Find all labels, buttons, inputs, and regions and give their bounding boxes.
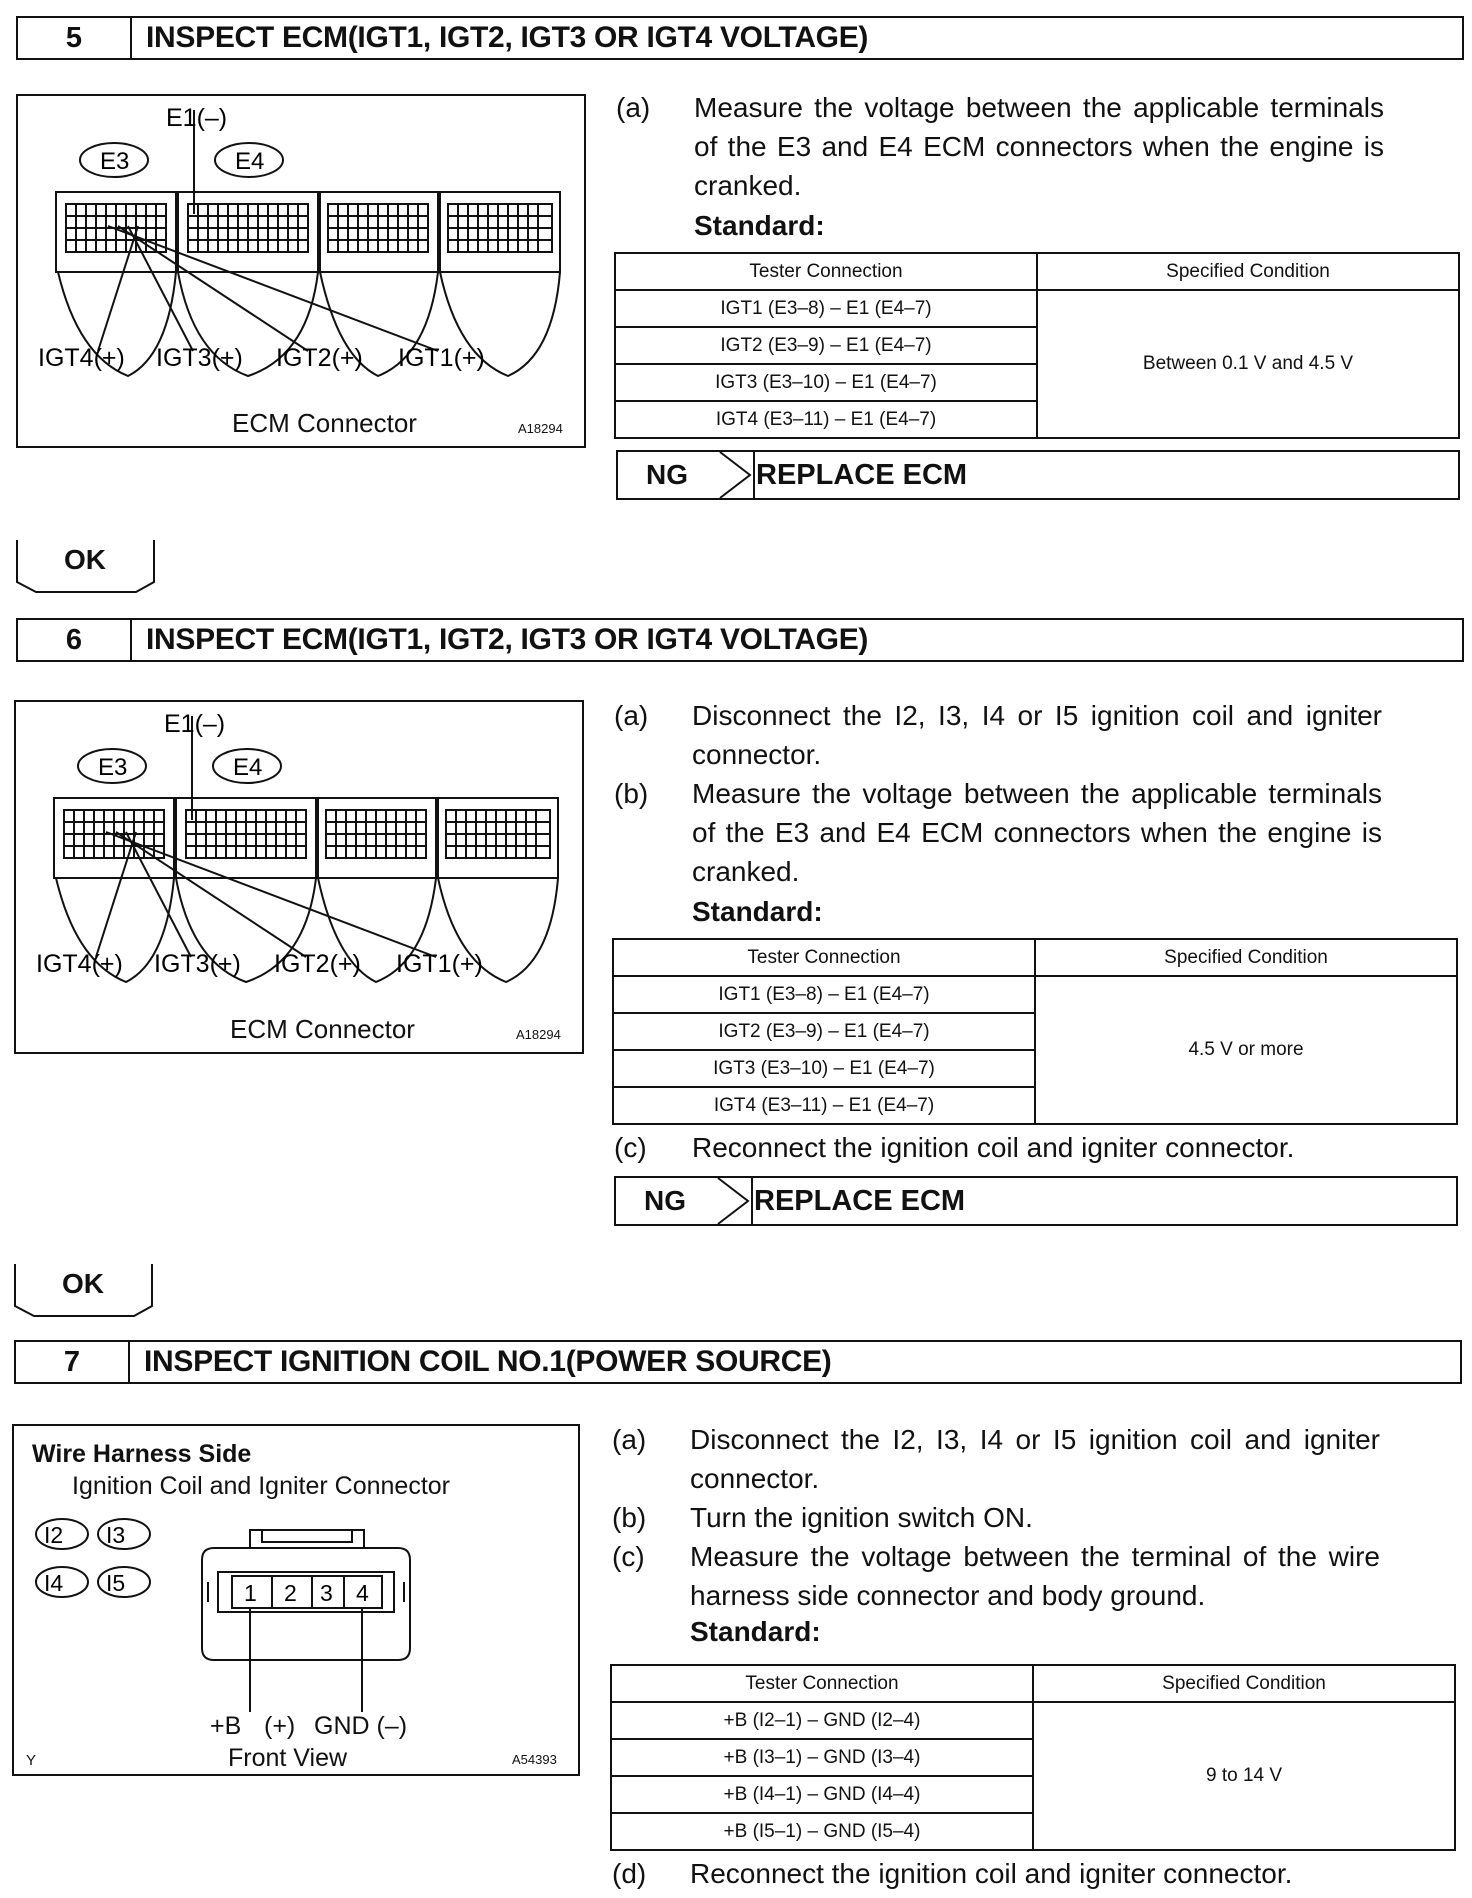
table-header-row — [613, 939, 1457, 976]
ng-action: REPLACE ECM — [756, 458, 968, 491]
chevron-right-icon — [718, 450, 758, 500]
corner-mark: Y — [26, 1752, 37, 1769]
instruction-key: (b) — [614, 778, 649, 809]
i3-label: I3 — [106, 1522, 126, 1548]
figure-code: A54393 — [512, 1752, 557, 1767]
gnd-label: GND (–) — [314, 1712, 408, 1740]
instruction-text: Reconnect the ignition coil and igniter connector. — [692, 1132, 1295, 1163]
table-cell: IGT4 (E3–11) – E1 (E4–7) — [613, 1087, 1035, 1124]
ok-label: OK — [62, 1268, 104, 1299]
standard-label: Standard: — [692, 896, 823, 927]
e3-label: E3 — [100, 148, 130, 175]
instruction-text: Disconnect the I2, I3, I4 or I5 ignition coil and igniter connector. — [690, 1424, 1380, 1494]
step-title: INSPECT ECM(IGT1, IGT2, IGT3 OR IGT4 VOLTAGE) — [146, 21, 869, 54]
table-row — [611, 1702, 1455, 1739]
table-cell: IGT1 (E3–8) – E1 (E4–7) — [613, 976, 1035, 1013]
instruction-list — [614, 696, 1444, 916]
instruction-text: Disconnect the I2, I3, I4 or I5 ignition coil and igniter connector. — [692, 700, 1382, 770]
instruction-key: (c) — [612, 1541, 645, 1572]
igt1-label: IGT1(+) — [396, 950, 483, 978]
terminal-2: 2 — [284, 1580, 297, 1606]
e3-label: E3 — [98, 754, 128, 781]
i4-label: I4 — [44, 1570, 64, 1596]
instruction-key: (a) — [614, 700, 649, 731]
e1-label: E1(–) — [166, 104, 228, 132]
instruction-list — [612, 1854, 1442, 1894]
table-row — [615, 290, 1459, 327]
ecm-connector-figure — [16, 94, 586, 448]
ecm-connector-drawing — [18, 96, 584, 446]
table-row — [613, 976, 1457, 1013]
instruction-list — [614, 1128, 1444, 1168]
e4-label: E4 — [235, 148, 265, 175]
spec-table — [610, 1664, 1456, 1851]
table-cell: IGT2 (E3–9) – E1 (E4–7) — [615, 327, 1037, 364]
standard-label: Standard: — [690, 1616, 821, 1647]
header-cell: Tester Connection — [613, 939, 1035, 976]
spec-table — [612, 938, 1458, 1125]
plus-b-label: +B — [210, 1712, 242, 1740]
chevron-right-icon — [716, 1176, 756, 1226]
terminal-1: 1 — [244, 1580, 257, 1606]
e1-label: E1(–) — [164, 710, 226, 738]
table-cell: +B (I3–1) – GND (I3–4) — [611, 1739, 1033, 1776]
step-number: 7 — [16, 1342, 130, 1382]
igt4-label: IGT4(+) — [38, 344, 125, 372]
terminal-3: 3 — [320, 1580, 333, 1606]
igt3-label: IGT3(+) — [154, 950, 241, 978]
step-7-header — [14, 1340, 1462, 1384]
figure-heading: Wire Harness Side — [32, 1440, 252, 1468]
front-view-label: Front View — [228, 1744, 348, 1772]
connector-drawing — [14, 1426, 578, 1774]
table-cell: +B (I4–1) – GND (I4–4) — [611, 1776, 1033, 1813]
instruction-text: Measure the voltage between the terminal of the wire harness side connector and body ground. — [690, 1541, 1380, 1611]
igt1-label: IGT1(+) — [398, 344, 485, 372]
ok-tab — [16, 538, 156, 599]
instruction-key: (c) — [614, 1132, 647, 1163]
ok-label: OK — [64, 544, 106, 575]
header-cell: Specified Condition — [1033, 1665, 1455, 1702]
i2-label: I2 — [44, 1522, 64, 1548]
header-cell: Tester Connection — [611, 1665, 1033, 1702]
ng-label: NG — [646, 459, 688, 490]
header-cell: Specified Condition — [1035, 939, 1457, 976]
table-header-row — [615, 253, 1459, 290]
condition-cell: 9 to 14 V — [1033, 1702, 1455, 1850]
instruction-key: (d) — [612, 1858, 647, 1889]
ecm-connector-drawing — [16, 702, 582, 1052]
instruction-text: Reconnect the ignition coil and igniter connector. — [690, 1858, 1293, 1889]
instruction-key: (a) — [616, 92, 651, 123]
header-cell: Specified Condition — [1037, 253, 1459, 290]
step-number: 5 — [18, 18, 132, 58]
standard-label: Standard: — [694, 210, 825, 241]
figure-code: A18294 — [516, 1027, 561, 1042]
step-title: INSPECT ECM(IGT1, IGT2, IGT3 OR IGT4 VOLTAGE) — [146, 623, 869, 656]
e4-label: E4 — [233, 754, 263, 781]
igt4-label: IGT4(+) — [36, 950, 123, 978]
instruction-text: Turn the ignition switch ON. — [690, 1502, 1033, 1533]
figure-caption: ECM Connector — [232, 408, 417, 438]
ok-tab — [14, 1262, 154, 1323]
ng-action: REPLACE ECM — [754, 1184, 966, 1217]
table-cell: IGT3 (E3–10) – E1 (E4–7) — [613, 1050, 1035, 1087]
plus-sign-label: (+) — [264, 1712, 296, 1740]
igt2-label: IGT2(+) — [274, 950, 361, 978]
table-cell: IGT1 (E3–8) – E1 (E4–7) — [615, 290, 1037, 327]
instruction-text: Measure the voltage between the applicable terminals of the E3 and E4 ECM connectors when the engine is cranked. — [692, 778, 1382, 887]
condition-cell: Between 0.1 V and 4.5 V — [1037, 290, 1459, 438]
header-cell: Tester Connection — [615, 253, 1037, 290]
step-6-header — [16, 618, 1464, 662]
table-cell: IGT4 (E3–11) – E1 (E4–7) — [615, 401, 1037, 438]
ng-label: NG — [644, 1185, 686, 1216]
step-5-header — [16, 16, 1464, 60]
step-title: INSPECT IGNITION COIL NO.1(POWER SOURCE) — [144, 1345, 832, 1378]
table-cell: IGT3 (E3–10) – E1 (E4–7) — [615, 364, 1037, 401]
spec-table — [614, 252, 1460, 439]
ignition-coil-connector-figure — [12, 1424, 580, 1776]
table-cell: +B (I2–1) – GND (I2–4) — [611, 1702, 1033, 1739]
igt2-label: IGT2(+) — [276, 344, 363, 372]
ecm-connector-figure — [14, 700, 584, 1054]
figure-subheading: Ignition Coil and Igniter Connector — [72, 1472, 451, 1500]
table-cell: +B (I5–1) – GND (I5–4) — [611, 1813, 1033, 1850]
igt3-label: IGT3(+) — [156, 344, 243, 372]
instruction-key: (b) — [612, 1502, 647, 1533]
condition-cell: 4.5 V or more — [1035, 976, 1457, 1124]
ng-result-bar — [614, 1176, 1458, 1226]
instruction-key: (a) — [612, 1424, 647, 1455]
table-cell: IGT2 (E3–9) – E1 (E4–7) — [613, 1013, 1035, 1050]
figure-code: A18294 — [518, 421, 563, 436]
figure-caption: ECM Connector — [230, 1014, 415, 1044]
i5-label: I5 — [106, 1570, 126, 1596]
step-number: 6 — [18, 620, 132, 660]
ng-result-bar — [616, 450, 1460, 500]
instruction-text: Measure the voltage between the applicable terminals of the E3 and E4 ECM connectors when the engine is cranked. — [694, 92, 1384, 201]
table-header-row — [611, 1665, 1455, 1702]
terminal-4: 4 — [356, 1580, 369, 1606]
